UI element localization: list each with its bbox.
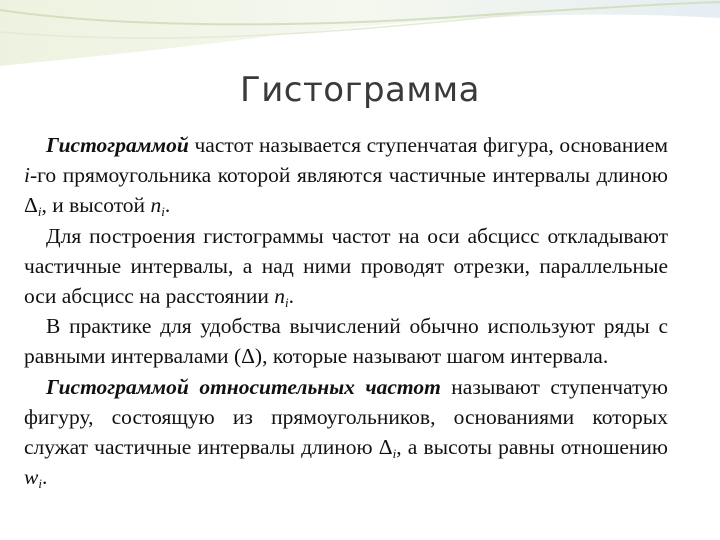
paragraph-practice (24, 311, 668, 371)
subscript-i: i (37, 204, 42, 220)
text-fragment: , а высоты равны отношению (396, 435, 668, 460)
var-w: w (24, 465, 39, 490)
paragraph-relative-histogram (24, 372, 668, 493)
var-n: n (274, 284, 285, 309)
text-fragment: . (288, 284, 294, 309)
subscript-i: i (161, 204, 165, 220)
text-fragment: , и высотой (41, 193, 151, 218)
text-fragment: В практике для удобства вычислений обычно используют ряды с равными интервалами (Δ), которые называют шагом интервала. (24, 314, 668, 369)
text-fragment: . (164, 193, 171, 218)
term-relative-histogram: Гистограммой относительных частот (46, 374, 441, 399)
subscript-i: i (285, 295, 289, 311)
text-fragment: . (41, 465, 48, 490)
text-fragment: частот называется ступенчатая фигура, основанием (188, 133, 668, 157)
var-i: i (24, 163, 30, 188)
text-fragment: Для построения гистограммы частот на оси абсцисс откладывают частичные интервалы, а над ними проводят отрезки, параллельные оси абсцисс на расстоянии (24, 223, 668, 309)
slide-body (24, 130, 668, 492)
paragraph-histogram-definition (24, 130, 668, 221)
term-histogram: Гистограммой (46, 133, 189, 157)
text-fragment: называют ступенчатую фигуру, состоящую из прямоугольников, основаниями которых служат частичные интервалы длиною Δ (24, 374, 668, 460)
slide-title: Гистограмма (239, 70, 481, 110)
subscript-i: i (38, 476, 42, 492)
var-n: n (150, 193, 162, 218)
text-fragment: -го прямоугольника которой являются частичные интервалы длиною Δ (24, 163, 668, 218)
subscript-i: i (392, 446, 397, 462)
paragraph-construction (24, 221, 668, 312)
